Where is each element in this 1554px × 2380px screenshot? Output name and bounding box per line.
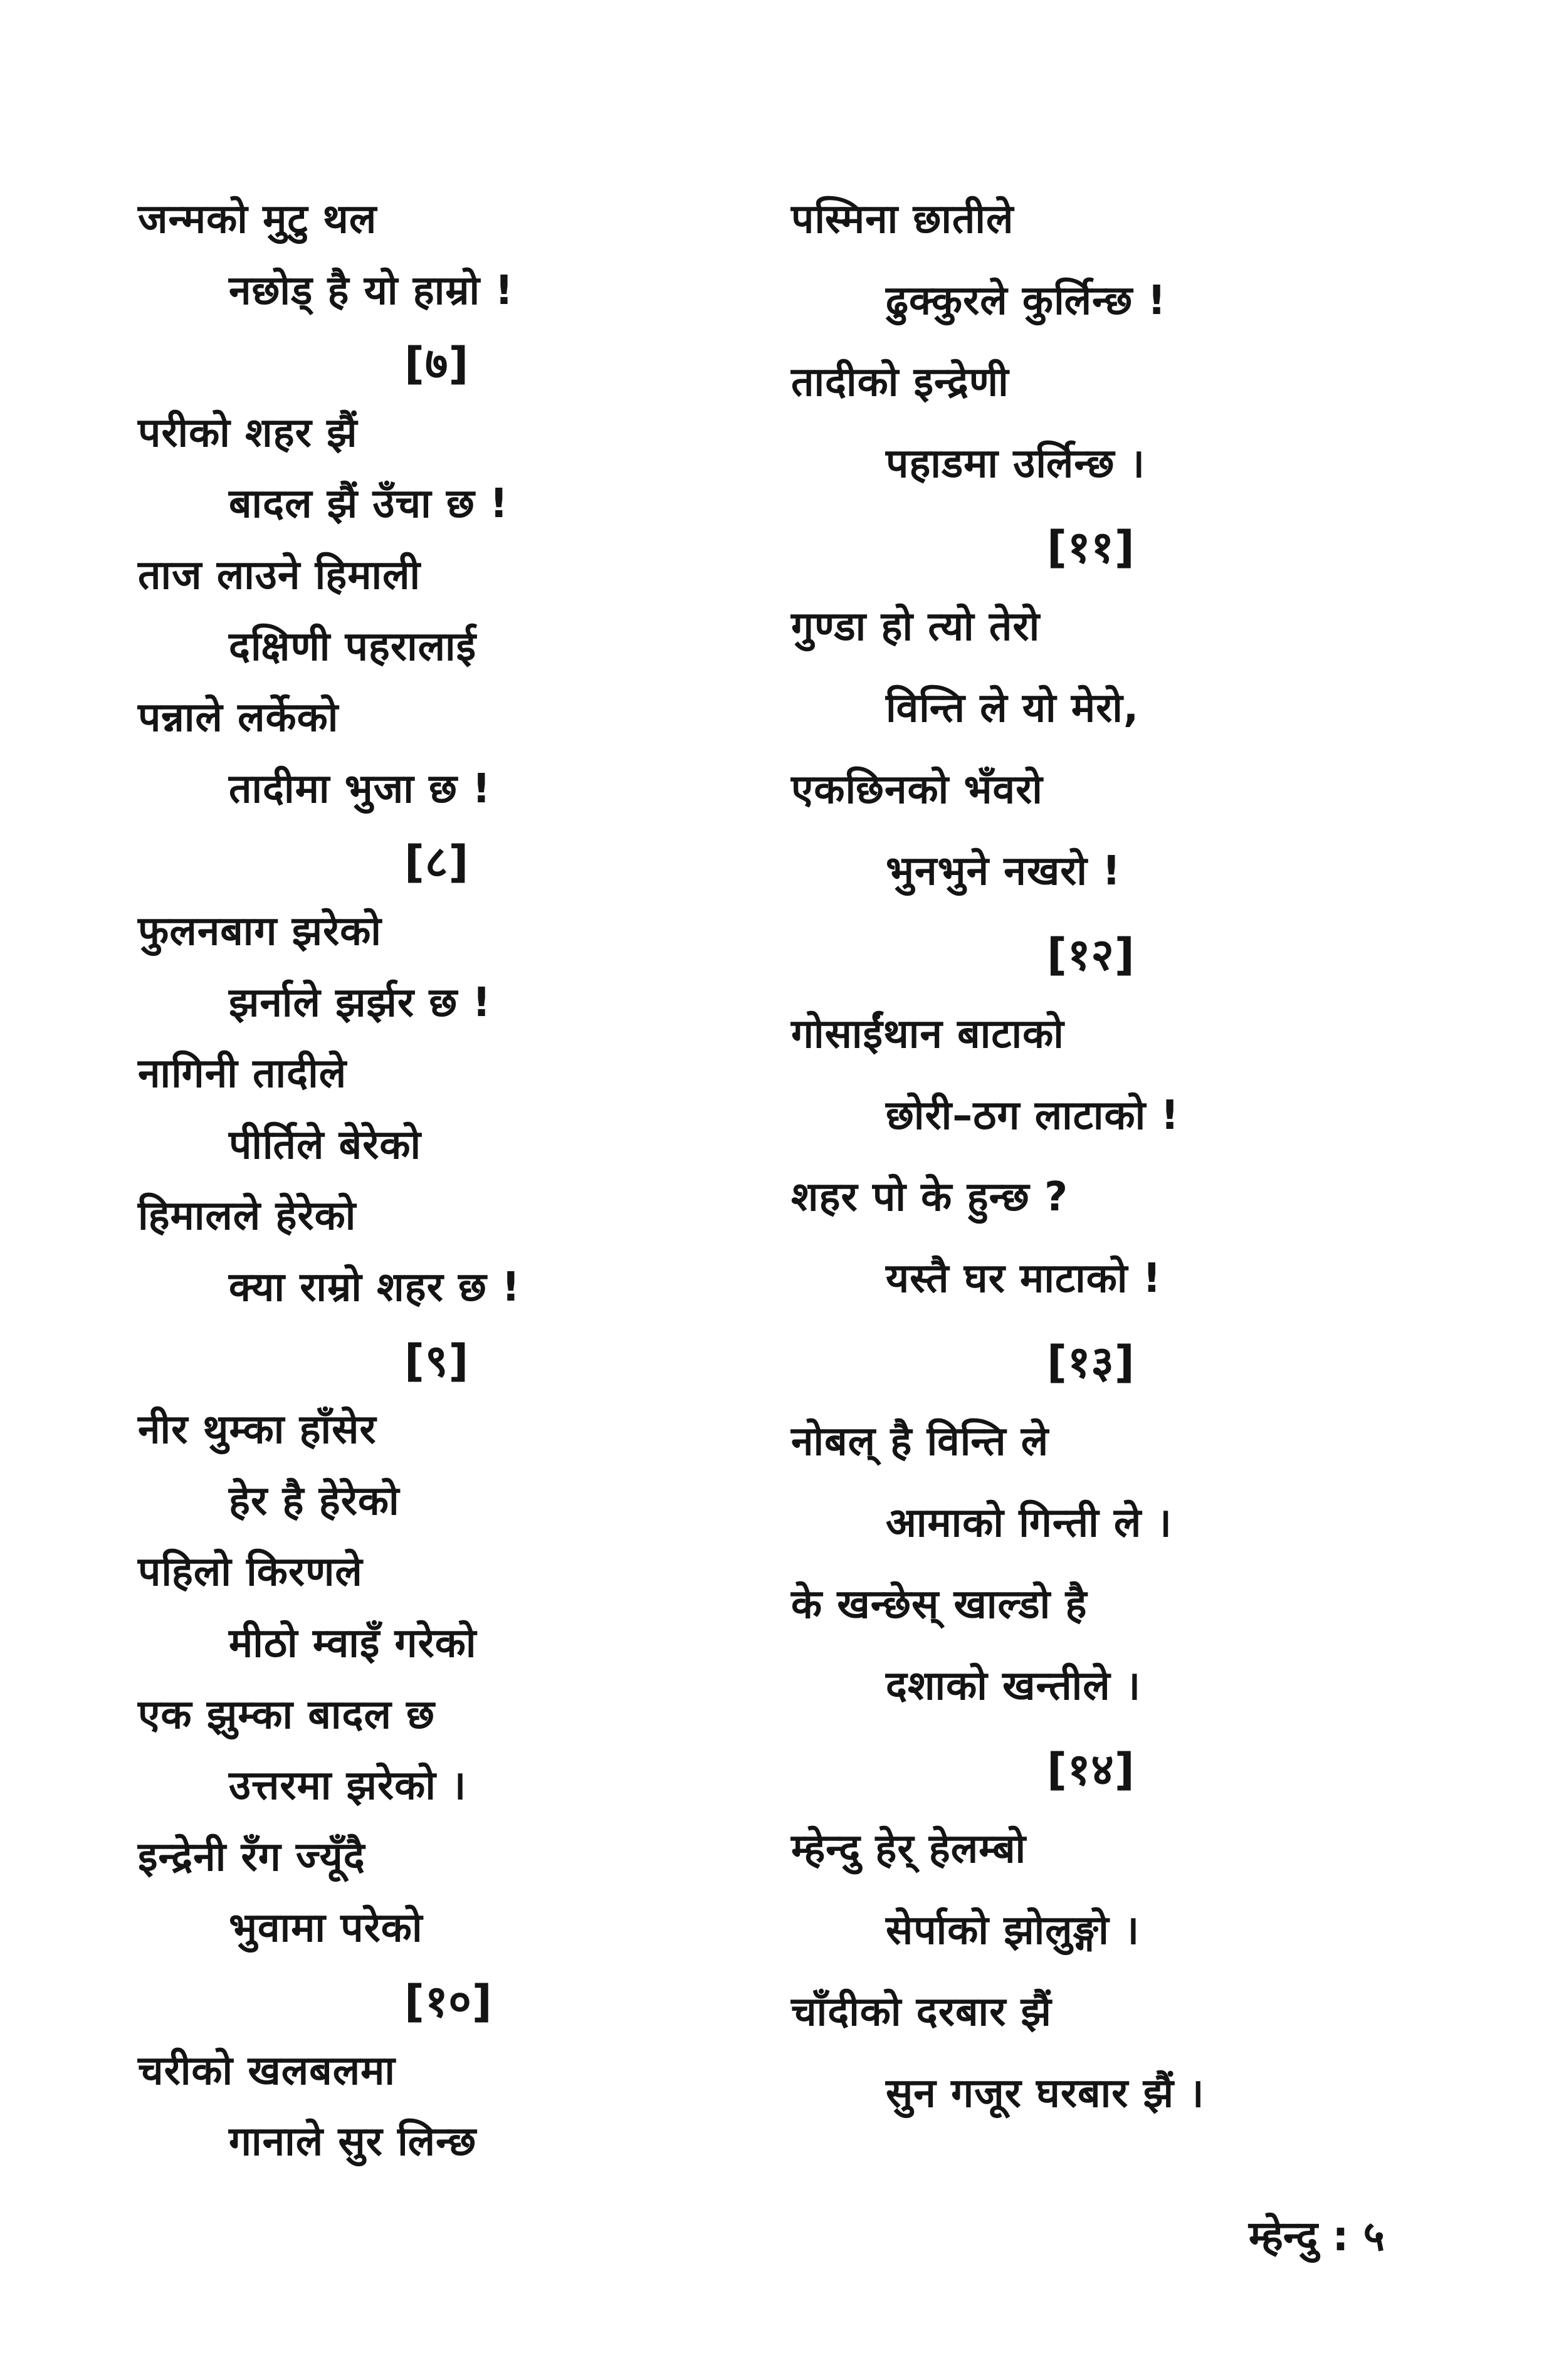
- verse-line: फुलनबाग झरेको: [138, 908, 382, 955]
- stanza-number: [१३]: [1047, 1336, 1135, 1388]
- verse-line: विन्ति ले यो मेरो,: [886, 685, 1140, 731]
- verse-line: दशाको खन्तीले ।: [886, 1663, 1142, 1709]
- verse-line: नोबल् है विन्ति ले: [791, 1418, 1049, 1465]
- verse-line: तादीको इन्द्रेणी: [791, 359, 1009, 406]
- verse-line: बादल झैं उँचा छ !: [229, 481, 509, 528]
- page-footer: म्हेन्दु : ५: [1248, 2212, 1385, 2260]
- verse-line: पहाडमा उर्लिन्छ ।: [886, 441, 1146, 487]
- verse-line: क्या राम्रो शहर छ !: [229, 1264, 521, 1311]
- verse-line: आमाको गिन्ती ले ।: [886, 1500, 1172, 1546]
- verse-line: पीर्तिले बेरेको: [229, 1121, 422, 1168]
- verse-line: के खन्छेस् खाल्डो है: [791, 1581, 1088, 1628]
- verse-line: म्हेन्दु हेर् हेलम्बो: [791, 1826, 1027, 1872]
- verse-line: तादीमा भुजा छ !: [229, 765, 491, 812]
- verse-line: इन्द्रेनी रँग ज्यूँदै: [138, 1833, 365, 1880]
- verse-line: एकछिनको भँवरो: [791, 767, 1043, 813]
- verse-line: चरीको खलबलमा: [138, 2047, 396, 2094]
- verse-line: जन्मको मुटु थल: [138, 196, 377, 243]
- verse-line: सेर्पाको झोलुङ्गो ।: [886, 1907, 1140, 1954]
- verse-line: पन्नाले लर्केको: [138, 695, 339, 742]
- verse-line: मीठो म्वाइँ गरेको: [229, 1620, 477, 1667]
- verse-line: हिमालले हेरेको: [138, 1193, 357, 1240]
- verse-line: नागिनी तादीले: [138, 1051, 347, 1098]
- verse-line: ताज लाउने हिमाली: [138, 552, 421, 599]
- verse-line: पहिलो किरणले: [138, 1549, 363, 1596]
- verse-line: नछोड् है यो हाम्रो !: [229, 267, 514, 314]
- verse-line: चाँदीको दरबार झैं: [791, 1989, 1052, 2035]
- verse-line: दक्षिणी पहरालाई: [229, 623, 477, 670]
- verse-line: गोसाईंथान बाटाको: [791, 1011, 1064, 1057]
- stanza-number: [१०]: [404, 1976, 493, 2027]
- verse-line: झर्नाले झर्झर छ !: [229, 979, 491, 1026]
- verse-line: शहर पो के हुन्छ ?: [791, 1174, 1069, 1220]
- verse-line: उत्तरमा झरेको ।: [229, 1763, 467, 1810]
- stanza-number: [१२]: [1047, 929, 1135, 980]
- stanza-number: [९]: [404, 1334, 470, 1387]
- verse-line: हेर है हेरेको: [229, 1477, 400, 1524]
- verse-line: भुवामा परेको: [229, 1905, 423, 1952]
- stanza-number: [१४]: [1047, 1744, 1135, 1795]
- stanza-number: [८]: [404, 836, 470, 888]
- stanza-number: [११]: [1047, 522, 1135, 573]
- verse-line: पस्मिना छातीले: [791, 196, 1014, 243]
- verse-line: नीर थुम्का हाँसेर: [138, 1407, 377, 1454]
- verse-line: गानाले सुर लिन्छ: [229, 2119, 477, 2166]
- verse-line: सुन गजूर घरबार झैं ।: [886, 2070, 1205, 2117]
- verse-line: भुनभुने नखरो !: [886, 848, 1121, 894]
- stanza-number: [७]: [404, 338, 470, 390]
- verse-line: यस्तै घर माटाको !: [886, 1256, 1162, 1302]
- verse-line: गुण्डा हो त्यो तेरो: [791, 604, 1041, 650]
- verse-line: परीको शहर झैं: [138, 409, 358, 456]
- verse-line: एक झुम्का बादल छ: [138, 1691, 435, 1738]
- verse-line: छोरी–ठग लाटाको !: [886, 1093, 1180, 1139]
- verse-line: ढुक्कुरले कुर्लिन्छ !: [886, 278, 1167, 324]
